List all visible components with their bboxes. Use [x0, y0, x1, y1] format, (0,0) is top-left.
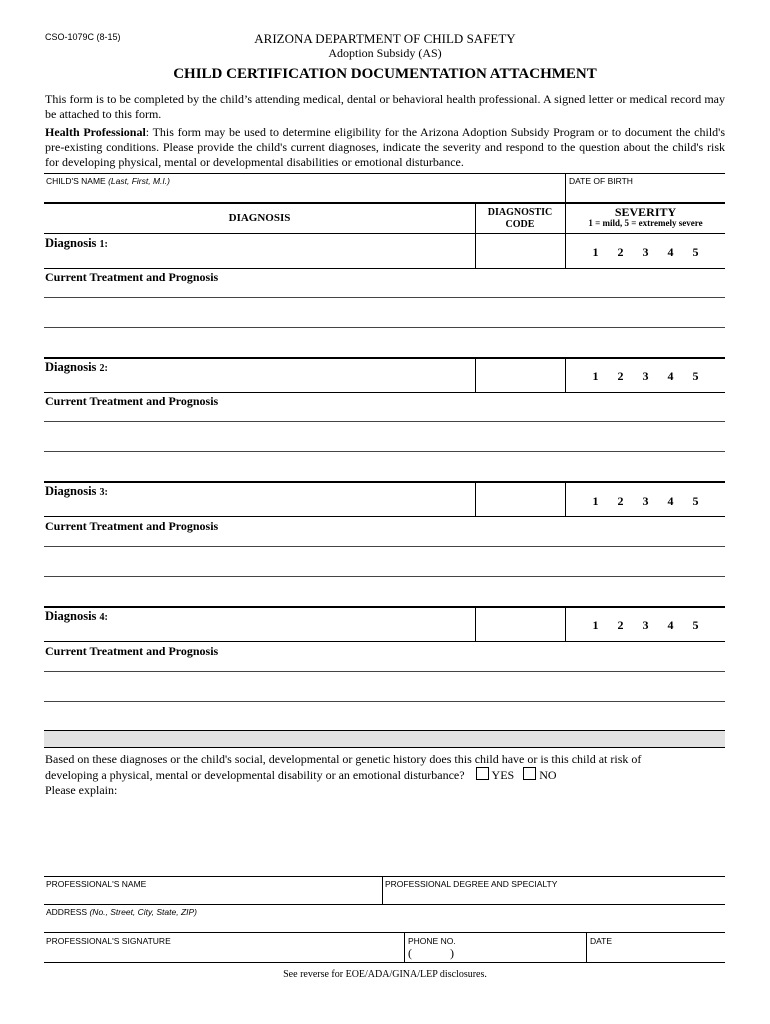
severity-option[interactable]: 3 — [642, 245, 649, 259]
treatment-label: Current Treatment and Prognosis — [45, 519, 219, 533]
health-professional-paragraph — [45, 125, 725, 170]
risk-question-line-2: developing a physical, mental or developmental disability or an emotional disturbance? YES NO — [45, 768, 557, 782]
phone-label: PHONE NO. — [408, 936, 456, 946]
section-divider-bar — [44, 730, 725, 748]
form-number: CSO-1079C (8-15) — [45, 32, 121, 42]
diagnosis-field[interactable] — [120, 609, 470, 639]
severity-option[interactable]: 1 — [592, 369, 599, 383]
program-name: Adoption Subsidy (AS) — [328, 46, 442, 60]
risk-question-line-1: Based on these diagnoses or the child's social, developmental or genetic history does this child have or is this child at risk of — [45, 752, 642, 766]
risk-question — [45, 752, 735, 798]
treatment-field[interactable] — [45, 408, 723, 478]
severity-option[interactable]: 5 — [692, 369, 699, 383]
professional-name-label: PROFESSIONAL'S NAME — [46, 879, 147, 889]
phone-close-paren: ) — [450, 946, 454, 960]
severity-option[interactable]: 1 — [592, 618, 599, 632]
severity-scale: 1 = mild, 5 = extremely severe — [588, 218, 703, 228]
severity-option[interactable]: 4 — [667, 494, 674, 508]
severity-option[interactable]: 4 — [667, 369, 674, 383]
treatment-label: Current Treatment and Prognosis — [45, 394, 219, 408]
diagnosis-label: Diagnosis 3: — [45, 484, 108, 498]
treatment-label: Current Treatment and Prognosis — [45, 644, 219, 658]
severity-option[interactable]: 2 — [617, 494, 624, 508]
address-field[interactable] — [45, 917, 723, 931]
explanation-field[interactable] — [45, 802, 725, 874]
diagnosis-label: Diagnosis 4: — [45, 609, 108, 623]
phone-open-paren: ( — [408, 946, 412, 960]
phone-field[interactable] — [408, 946, 584, 961]
diagnostic-code-field[interactable] — [477, 236, 563, 268]
treatment-field[interactable] — [45, 657, 723, 727]
form-title: CHILD CERTIFICATION DOCUMENTATION ATTACHMENT — [173, 66, 597, 82]
severity-option[interactable]: 2 — [617, 618, 624, 632]
date-field[interactable] — [589, 946, 724, 961]
severity-options — [583, 369, 708, 384]
treatment-field[interactable] — [45, 284, 723, 354]
childs-name-field[interactable] — [44, 186, 564, 202]
degree-specialty-label: PROFESSIONAL DEGREE AND SPECIALTY — [385, 879, 558, 889]
childs-name-label: CHILD'S NAME (Last, First, M.I.) — [46, 176, 170, 186]
diagnostic-code-header: DIAGNOSTIC CODE — [487, 207, 553, 230]
severity-option[interactable]: 3 — [642, 494, 649, 508]
severity-option[interactable]: 2 — [617, 369, 624, 383]
intro-paragraph — [45, 92, 725, 122]
treatment-field[interactable] — [45, 532, 723, 602]
date-label: DATE — [590, 936, 613, 946]
diagnosis-field[interactable] — [120, 360, 470, 390]
agency-name: ARIZONA DEPARTMENT OF CHILD SAFETY — [254, 31, 516, 46]
severity-option[interactable]: 5 — [692, 618, 699, 632]
severity-options — [583, 494, 708, 509]
diagnosis-field[interactable] — [120, 484, 470, 514]
health-professional-label: Health Professional — [45, 125, 146, 139]
severity-option[interactable]: 2 — [617, 245, 624, 259]
severity-option[interactable]: 4 — [667, 245, 674, 259]
yes-label: YES — [491, 768, 515, 782]
diagnosis-label: Diagnosis 2: — [45, 360, 108, 374]
degree-specialty-field[interactable] — [384, 889, 724, 903]
diagnostic-code-field[interactable] — [477, 360, 563, 392]
severity-option[interactable]: 3 — [642, 618, 649, 632]
severity-options — [583, 618, 708, 633]
signature-label: PROFESSIONAL'S SIGNATURE — [46, 936, 171, 946]
address-hint: (No., Street, City, State, ZIP) — [89, 907, 198, 917]
diagnosis-header: DIAGNOSIS — [228, 212, 291, 224]
yes-checkbox[interactable] — [476, 767, 489, 780]
severity-option[interactable]: 3 — [642, 369, 649, 383]
address-label: ADDRESS (No., Street, City, State, ZIP) — [46, 907, 198, 917]
signature-field[interactable] — [45, 946, 402, 961]
childs-name-hint: (Last, First, M.I.) — [108, 176, 170, 186]
diagnosis-field[interactable] — [120, 236, 470, 266]
treatment-label: Current Treatment and Prognosis — [45, 270, 219, 284]
severity-option[interactable]: 5 — [692, 245, 699, 259]
dob-field[interactable] — [566, 186, 725, 202]
dob-label: DATE OF BIRTH — [569, 176, 633, 186]
no-checkbox[interactable] — [523, 767, 536, 780]
intro-text-1: This form is to be completed by the child’s attending medical, dental or behavioral health professional. A signed letter or medical record may be attached to this form. — [45, 92, 725, 121]
diagnostic-code-field[interactable] — [477, 484, 563, 516]
disclosures-note: See reverse for EOE/ADA/GINA/LEP disclosures. — [283, 969, 487, 980]
professional-name-field[interactable] — [45, 889, 380, 903]
no-label: NO — [539, 768, 557, 782]
severity-header: SEVERITY — [614, 205, 677, 219]
severity-option[interactable]: 5 — [692, 494, 699, 508]
diagnostic-code-field[interactable] — [477, 609, 563, 641]
severity-option[interactable]: 4 — [667, 618, 674, 632]
please-explain-label: Please explain: — [45, 783, 118, 797]
severity-options — [583, 245, 708, 260]
diagnosis-label: Diagnosis 1: — [45, 236, 108, 250]
health-professional-text: : This form may be used to determine eligibility for the Arizona Adoption Subsidy Program or to document the child's pre-existing conditions. Please provide the child's current diagnoses, indicate the severity and respond to the question about the child's risk for developing physical, mental or developmental disabilities or emotional disturbance. — [45, 125, 726, 169]
severity-option[interactable]: 1 — [592, 494, 599, 508]
severity-option[interactable]: 1 — [592, 245, 599, 259]
